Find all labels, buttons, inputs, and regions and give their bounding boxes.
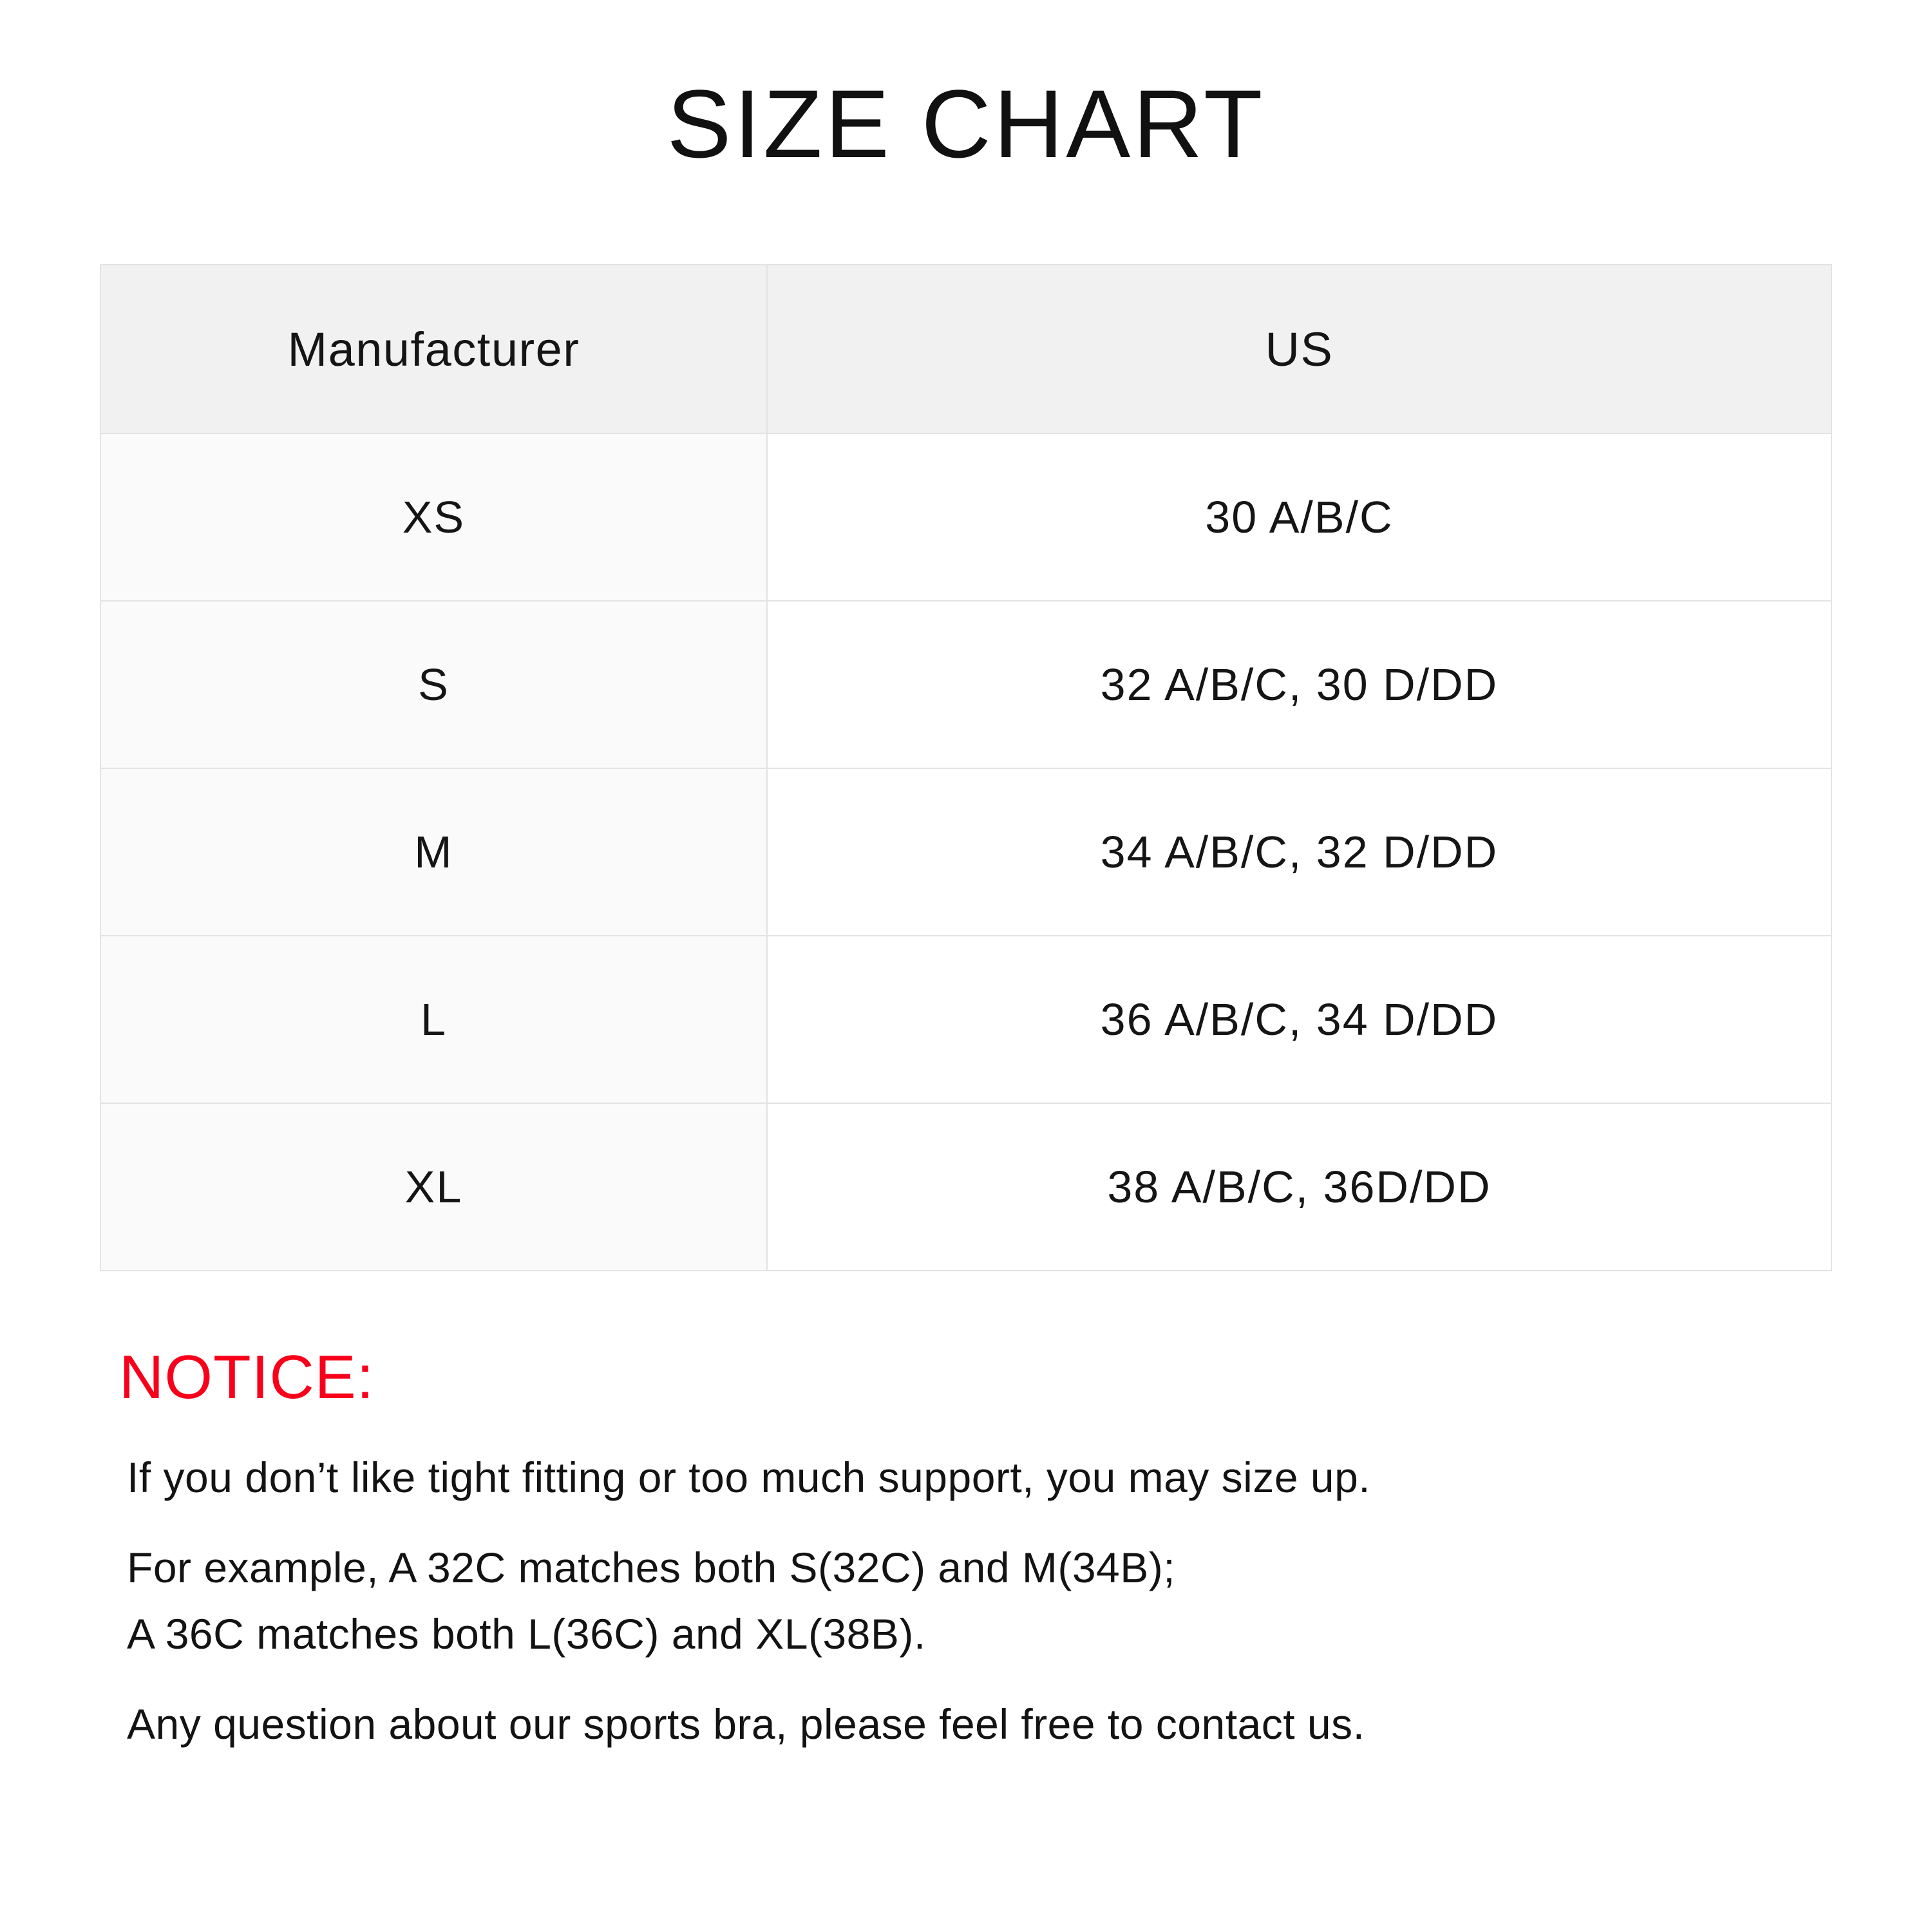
notice-heading: NOTICE: xyxy=(119,1343,375,1412)
cell-us: 36 A/B/C, 34 D/DD xyxy=(767,936,1832,1103)
cell-us: 30 A/B/C xyxy=(767,433,1832,601)
size-chart-table xyxy=(100,264,1832,1271)
page-title: SIZE CHART xyxy=(667,70,1265,178)
notice-section xyxy=(100,1271,1832,1752)
cell-manufacturer: XS xyxy=(100,433,767,601)
column-header-manufacturer: Manufacturer xyxy=(100,265,767,433)
cell-us: 32 A/B/C, 30 D/DD xyxy=(767,601,1832,768)
cell-us: 38 A/B/C, 36D/DD xyxy=(767,1103,1832,1271)
cell-us: 34 A/B/C, 32 D/DD xyxy=(767,768,1832,936)
cell-manufacturer: L xyxy=(100,936,767,1103)
table-header xyxy=(100,265,1832,433)
table-row xyxy=(100,601,1832,768)
table-header-row xyxy=(100,265,1832,433)
table-row xyxy=(100,1103,1832,1271)
notice-example-first: For example, A 32C matches both S(32C) and M(34B); xyxy=(127,1544,1176,1592)
column-header-us: US xyxy=(767,265,1832,433)
table-row xyxy=(100,768,1832,936)
cell-manufacturer: S xyxy=(100,601,767,768)
cell-manufacturer: XL xyxy=(100,1103,767,1271)
size-chart-table-container xyxy=(100,264,1832,1271)
notice-line-contact: Any question about our sports bra, please feel free to contact us. xyxy=(127,1700,1365,1748)
table-body xyxy=(100,433,1832,1271)
notice-line-examples xyxy=(127,1540,1832,1661)
notice-line-size-up: If you don’t like tight fitting or too much support, you may size up. xyxy=(127,1453,1371,1501)
table-row xyxy=(100,433,1832,601)
cell-manufacturer: M xyxy=(100,768,767,936)
notice-example-second: A 36C matches both L(36C) and XL(38B). xyxy=(127,1609,926,1658)
table-row xyxy=(100,936,1832,1103)
